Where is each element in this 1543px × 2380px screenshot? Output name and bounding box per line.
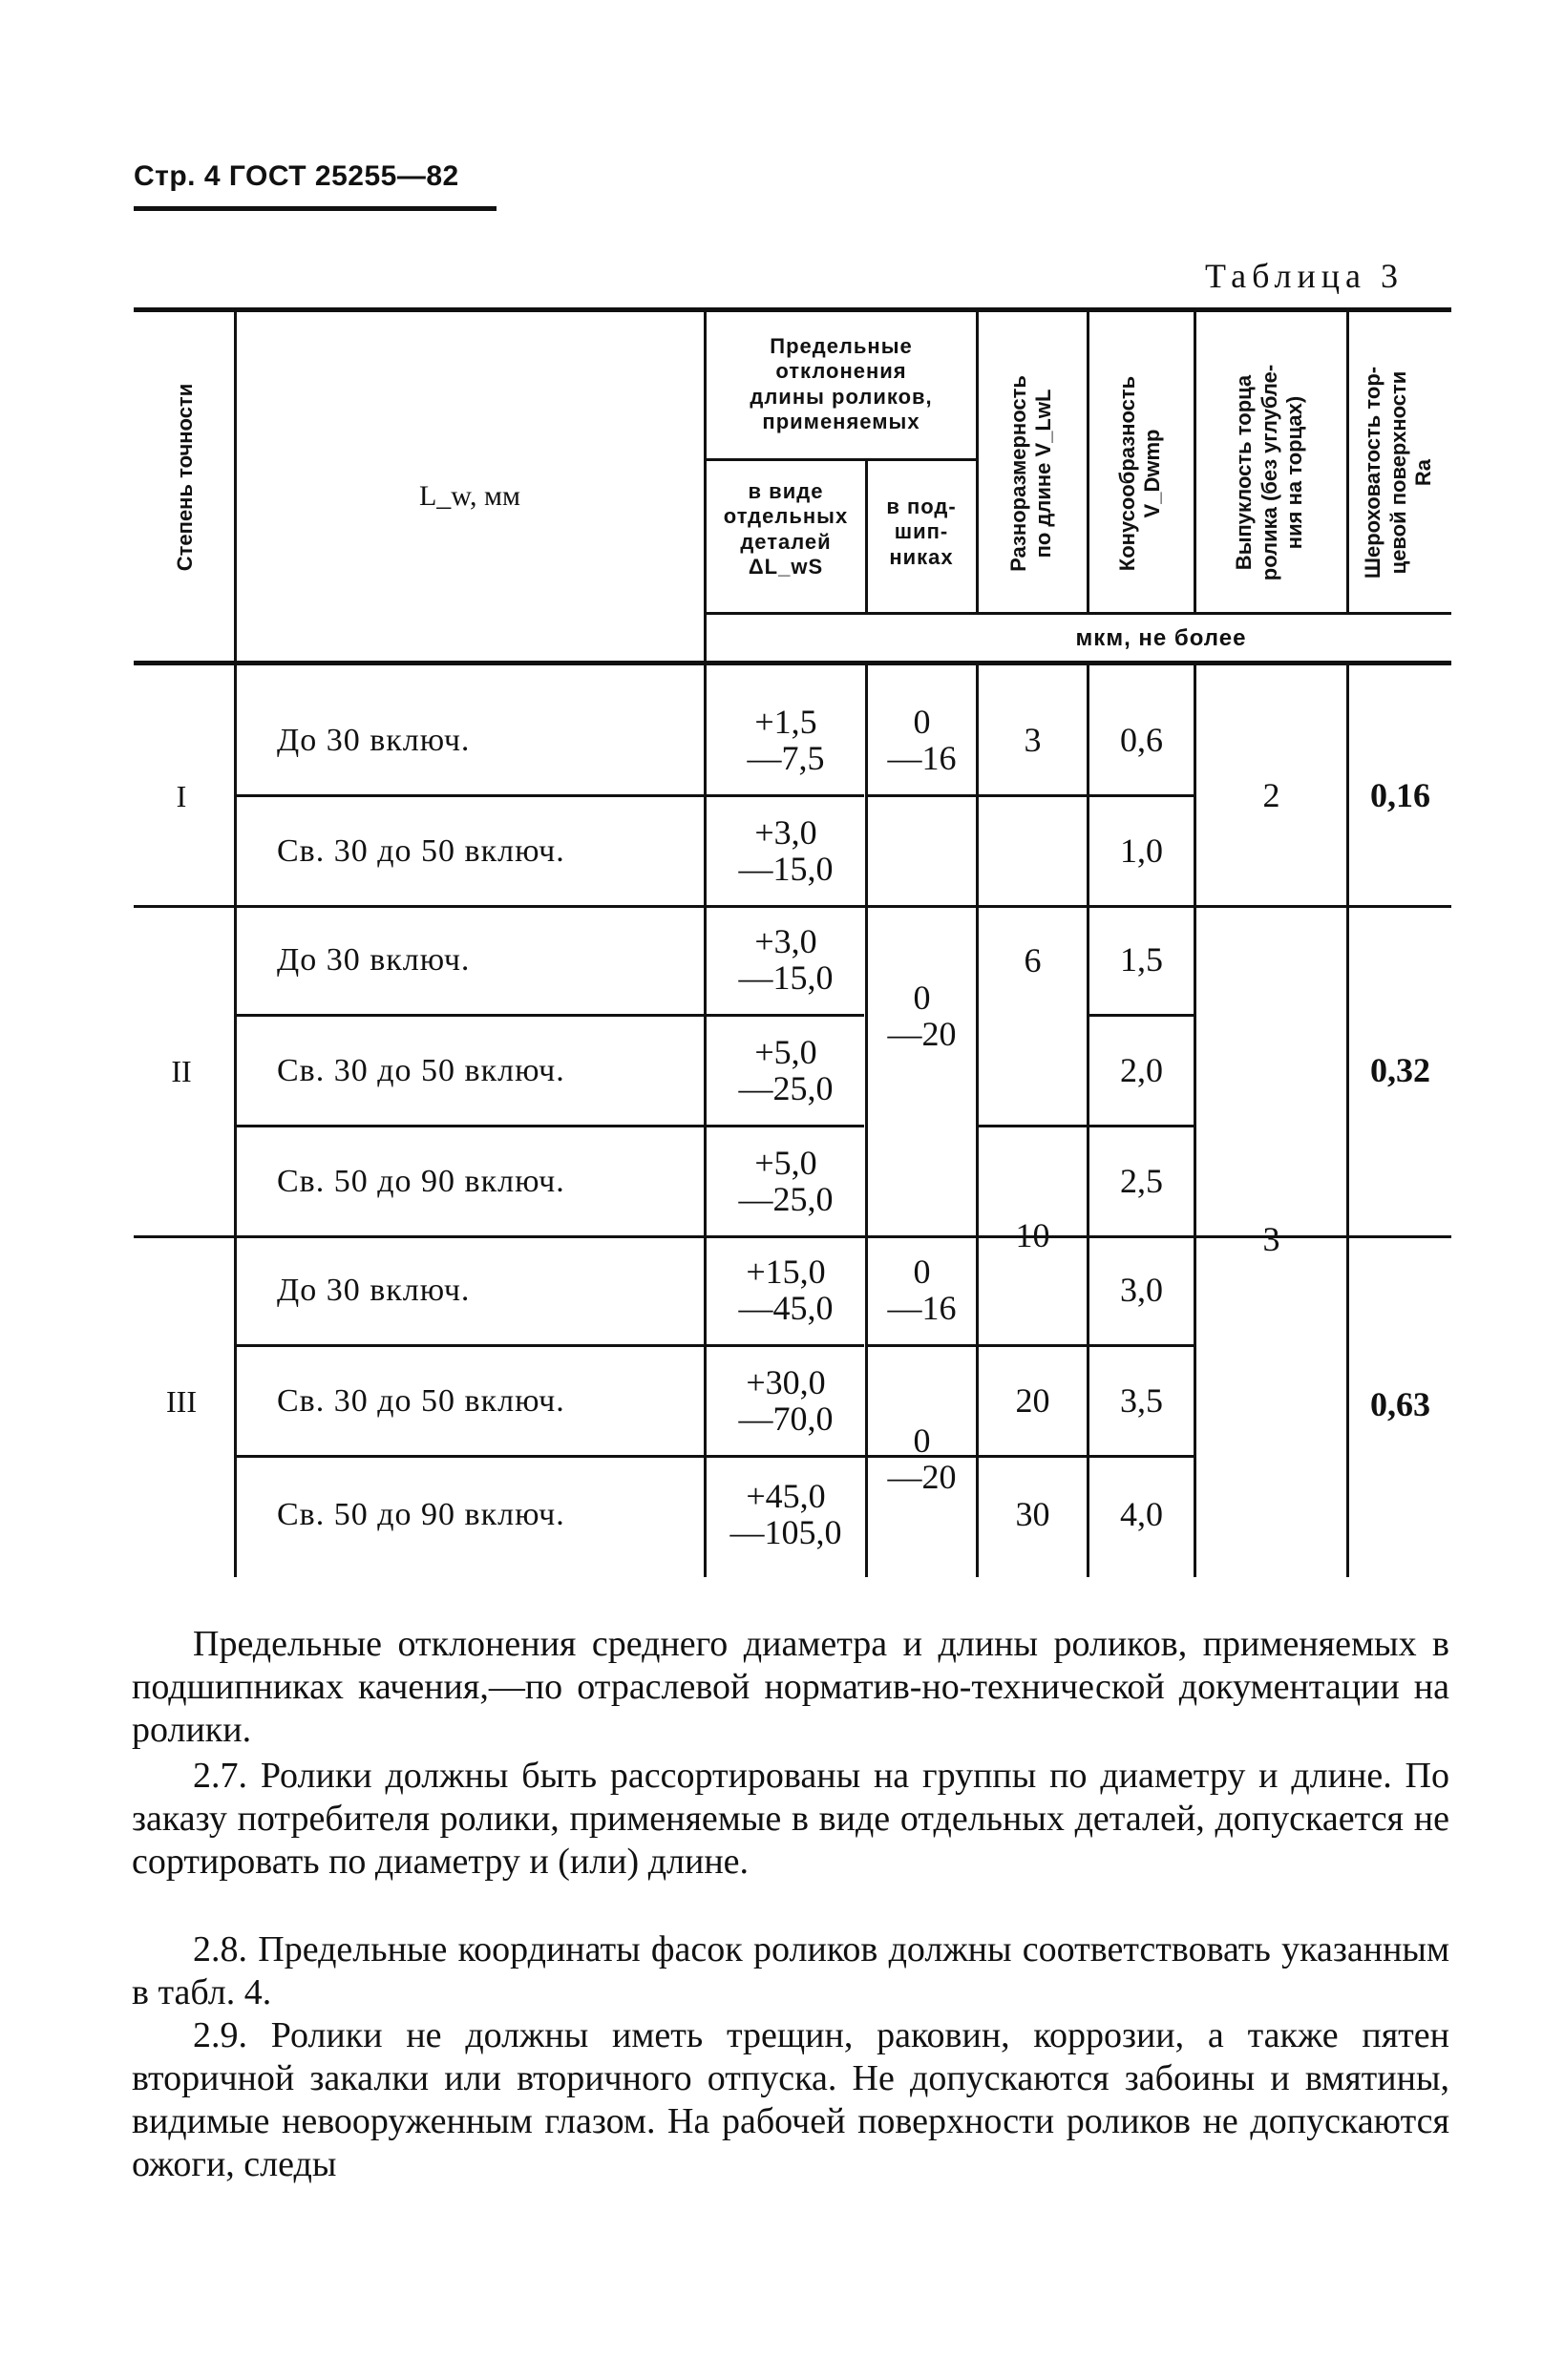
taper-cell: 4,0 — [1120, 1495, 1163, 1534]
bearings-upper: 0 — [913, 1422, 931, 1461]
dev-lower: —105,0 — [729, 1513, 842, 1551]
row-range: До 30 включ. — [277, 1273, 471, 1308]
dev-upper: +1,5 — [754, 703, 817, 742]
roughness-cell: 0,32 — [1370, 1051, 1430, 1090]
dev-lower: —15,0 — [738, 958, 834, 997]
dev-parts-cell — [707, 797, 865, 905]
taper-cell: 1,0 — [1120, 831, 1163, 870]
header-length-variation: Разноразмерность по длине V_LwL — [1005, 375, 1055, 572]
dev-parts-cell — [707, 1237, 865, 1344]
bearings-lower: —16 — [887, 1289, 957, 1327]
page-header: Стр. 4 ГОСТ 25255—82 — [134, 160, 459, 192]
taper-cell: 2,5 — [1120, 1161, 1163, 1200]
dev-upper: +45,0 — [746, 1477, 826, 1516]
header-in-bearings: в под- шип- никах — [886, 495, 957, 569]
col-line-6 — [1194, 312, 1196, 613]
table-caption: Таблица 3 — [1205, 257, 1404, 295]
row-range: Св. 30 до 50 включ. — [277, 1052, 565, 1088]
paragraph: 2.7. Ролики должны быть рассортированы на группы по диаметру и длине. По заказу потребителя ролики, применяемые в виде отдельных деталей, допускается не сортировать по диаметру и (или) длине. — [132, 1756, 1449, 1882]
lenvar-cell: 30 — [1015, 1495, 1050, 1534]
header-as-parts: в виде отдельных деталей ΔL_wS — [723, 479, 849, 579]
header-deviations-group: Предельные отклонения длины роликов, применяемых — [750, 334, 933, 434]
row-range: Св. 30 до 50 включ. — [277, 1382, 565, 1419]
dev-upper: +15,0 — [746, 1253, 826, 1292]
dev-parts-cell — [707, 687, 865, 794]
group-label: I — [176, 779, 187, 814]
col-line-5 — [1087, 312, 1089, 613]
bearings-cell — [868, 797, 976, 1235]
lenvar-cell: 20 — [1015, 1380, 1050, 1420]
lenvar-cell: 3 — [1024, 721, 1042, 760]
dev-lower: —25,0 — [738, 1068, 834, 1107]
header-units: мкм, не более — [1075, 625, 1247, 651]
paragraph: 2.8. Предельные координаты фасок роликов должны соответствовать указанным в табл. 4. — [132, 1929, 1449, 2012]
row-range: Св. 30 до 50 включ. — [277, 832, 565, 869]
row-range: Св. 50 до 90 включ. — [277, 1163, 565, 1199]
roughness-cell: 0,16 — [1370, 776, 1430, 815]
table-top-rule — [134, 307, 1451, 312]
header-length-text: L_w, мм — [418, 480, 520, 513]
dev-upper: +3,0 — [754, 812, 817, 852]
dev-parts-cell — [707, 907, 865, 1014]
bearings-lower: —20 — [887, 1014, 957, 1053]
dev-parts-cell — [707, 1017, 865, 1125]
header-inner-rule — [707, 458, 976, 461]
paragraph: Предельные отклонения среднего диаметра и длины роликов, применяемых в подшипниках качения,—по отраслевой норматив-но-технической документации на ролики. — [132, 1624, 1449, 1750]
bearings-lower: —20 — [887, 1458, 957, 1496]
header-taper: Конусообразность V_Dwmp — [1114, 375, 1164, 572]
paragraph: 2.9. Ролики не должны иметь трещин, раковин, коррозии, а также пятен вторичной закалки или вторичного отпуска. Не допускаются забоины и вмятины, видимые невооруженным глазом. На рабочей поверхности роликов не допускаются ожоги, следы — [132, 2015, 1449, 2184]
taper-cell: 3,0 — [1120, 1271, 1163, 1310]
col-line-4 — [976, 312, 979, 613]
convexity-cell: 3 — [1262, 1219, 1280, 1258]
units-rule — [707, 612, 1451, 615]
bearings-upper: 0 — [913, 978, 931, 1017]
taper-cell: 3,5 — [1120, 1380, 1163, 1420]
lenvar-cell: 10 — [1015, 1215, 1050, 1254]
roughness-cell: 0,63 — [1370, 1384, 1430, 1423]
dev-lower: —45,0 — [738, 1289, 834, 1327]
bearings-cell — [868, 687, 976, 794]
taper-cell: 2,0 — [1120, 1050, 1163, 1089]
header-roughness: Шероховатость тор- цевой поверхности Ra — [1361, 366, 1436, 579]
bearings-cell — [868, 1237, 976, 1344]
dev-parts-cell — [707, 1127, 865, 1235]
dev-parts-cell — [707, 1458, 865, 1572]
taper-cell: 1,5 — [1120, 940, 1163, 979]
taper-cell: 0,6 — [1120, 721, 1163, 760]
dev-upper: +30,0 — [746, 1362, 826, 1401]
dev-lower: —70,0 — [738, 1399, 834, 1438]
dev-lower: —7,5 — [747, 739, 825, 777]
header-convexity: Выпуклость торца ролика (без углубле- ния на торцах) — [1232, 364, 1307, 581]
dev-parts-cell — [707, 1347, 865, 1455]
row-range: До 30 включ. — [277, 942, 471, 978]
bearings-cell — [868, 1347, 976, 1572]
dev-upper: +5,0 — [754, 1143, 817, 1182]
group-label: III — [166, 1383, 197, 1419]
bearings-lower: —16 — [887, 739, 957, 777]
bearings-upper: 0 — [913, 703, 931, 742]
bearings-upper: 0 — [913, 1253, 931, 1292]
row-range: Св. 50 до 90 включ. — [277, 1497, 565, 1532]
dev-upper: +3,0 — [754, 922, 817, 961]
dev-upper: +5,0 — [754, 1032, 817, 1071]
group-label: II — [171, 1053, 192, 1088]
header-length — [237, 468, 703, 525]
row-range: До 30 включ. — [277, 723, 471, 758]
header-bottom-rule — [134, 661, 1451, 665]
dev-lower: —25,0 — [738, 1179, 834, 1218]
lenvar-cell: 6 — [1024, 940, 1042, 979]
dev-lower: —15,0 — [738, 849, 834, 888]
convexity-cell: 2 — [1262, 776, 1280, 815]
header-degree: Степень точности — [172, 383, 197, 572]
